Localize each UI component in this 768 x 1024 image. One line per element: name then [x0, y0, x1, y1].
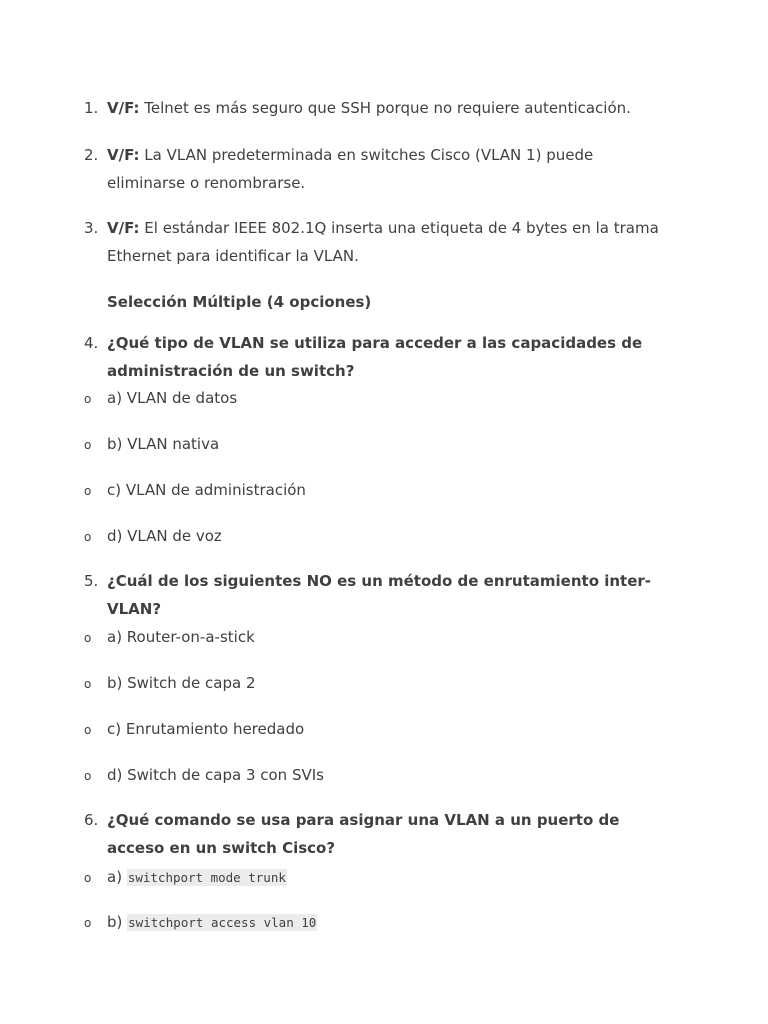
option-text: a) Router-on-a-stick	[107, 628, 255, 646]
command-code: switchport mode trunk	[127, 870, 286, 885]
command-code: switchport access vlan 10	[128, 915, 317, 930]
item-text	[107, 215, 667, 270]
question-text: ¿Cuál de los siguientes NO es un método de enrutamiento inter-VLAN?	[107, 572, 652, 618]
bullet-icon: o	[84, 916, 92, 930]
option-text: b) Switch de capa 2	[107, 674, 256, 692]
option-label: b)	[107, 913, 123, 931]
question-text: ¿Qué comando se usa para asignar una VLAN a un puerto de acceso en un switch Cisco?	[107, 811, 620, 857]
bullet-icon: o	[84, 677, 92, 691]
item-number: 1.	[84, 99, 99, 117]
bullet-icon: o	[84, 769, 92, 783]
bullet-icon: o	[84, 392, 92, 406]
option-text	[107, 864, 667, 892]
item-body: La VLAN predeterminada en switches Cisco (VLAN 1) puede eliminarse o renombrarse.	[107, 146, 594, 192]
option-text: c) Enrutamiento heredado	[107, 720, 305, 738]
bullet-icon: o	[84, 871, 92, 885]
bullet-icon: o	[84, 723, 92, 737]
item-body: Telnet es más seguro que SSH porque no requiere autenticación.	[139, 99, 631, 117]
option-text: c) VLAN de administración	[107, 481, 306, 499]
item-prefix: V/F:	[107, 99, 140, 117]
item-text	[107, 95, 667, 123]
option-text: b) VLAN nativa	[107, 435, 220, 453]
option-text: a) VLAN de datos	[107, 389, 238, 407]
question-text: ¿Qué tipo de VLAN se utiliza para acceder a las capacidades de administración de un switch?	[107, 334, 643, 380]
option-text: d) Switch de capa 3 con SVIs	[107, 766, 324, 784]
item-prefix: V/F:	[107, 219, 140, 237]
question-number: 6.	[84, 811, 99, 829]
item-number: 3.	[84, 219, 99, 237]
option-label: a)	[107, 868, 123, 886]
item-body: El estándar IEEE 802.1Q inserta una etiqueta de 4 bytes en la trama Ethernet para identificar la VLAN.	[107, 219, 659, 265]
section-heading: Selección Múltiple (4 opciones)	[107, 293, 372, 311]
item-text	[107, 142, 667, 197]
bullet-icon: o	[84, 530, 92, 544]
item-number: 2.	[84, 146, 99, 164]
option-text	[107, 909, 667, 937]
bullet-icon: o	[84, 484, 92, 498]
option-text: d) VLAN de voz	[107, 527, 222, 545]
bullet-icon: o	[84, 438, 92, 452]
question-number: 4.	[84, 334, 99, 352]
item-prefix: V/F:	[107, 146, 140, 164]
bullet-icon: o	[84, 631, 92, 645]
question-number: 5.	[84, 572, 99, 590]
